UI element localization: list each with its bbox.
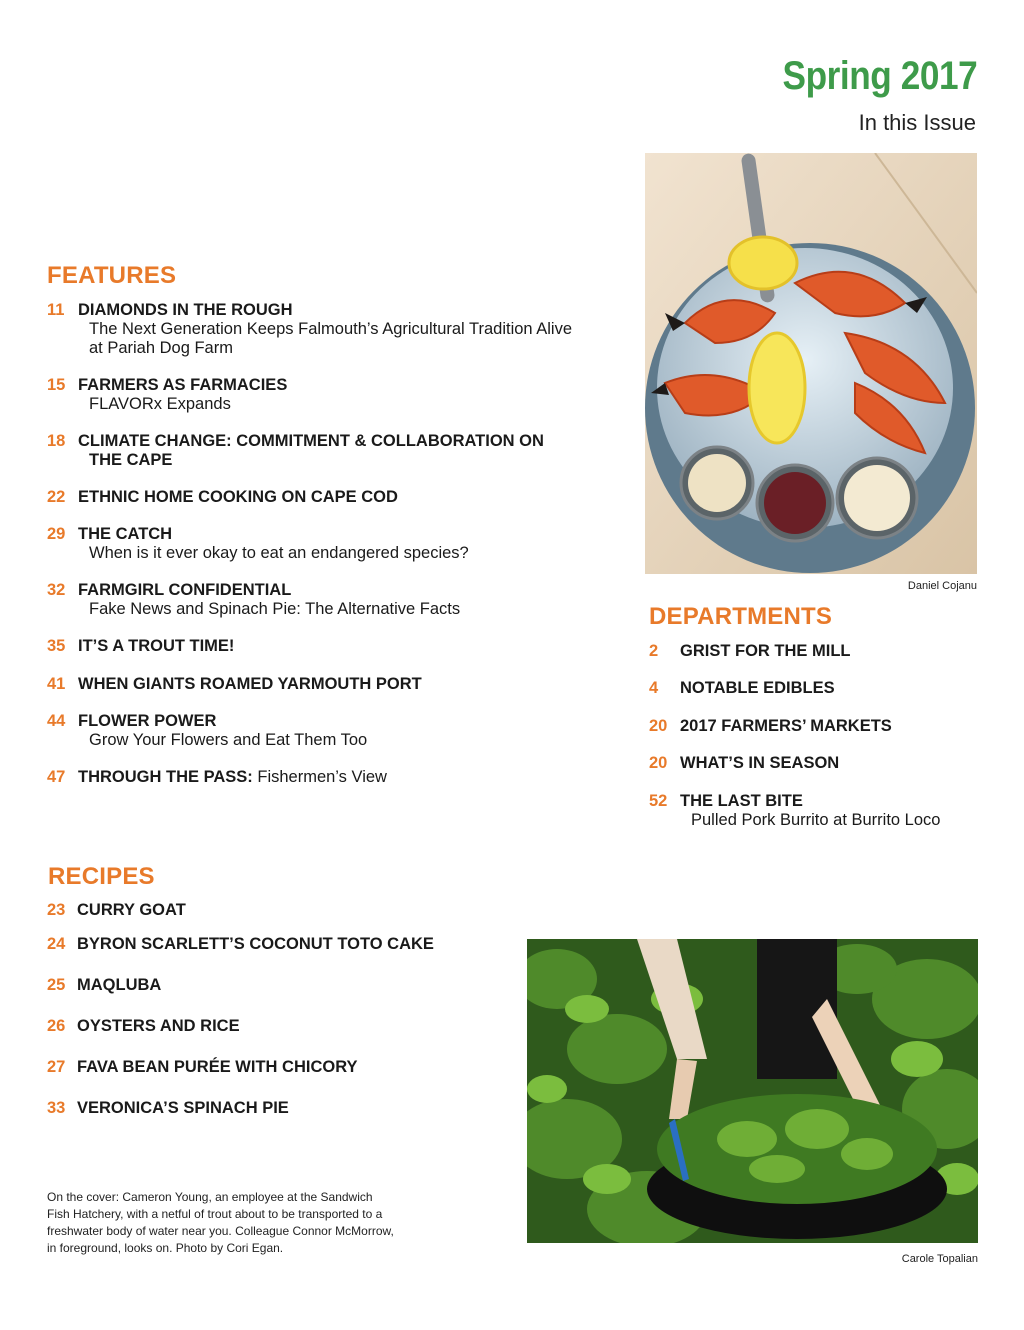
department-subtitle: Pulled Pork Burrito at Burrito Loco: [691, 811, 941, 829]
page-number: 52: [649, 792, 668, 810]
feature-subtitle: When is it ever okay to eat an endangered species?: [89, 544, 469, 562]
page-number: 41: [47, 675, 66, 693]
recipe-item[interactable]: [47, 935, 434, 954]
page-number: 29: [47, 525, 66, 543]
feature-title-tail: Fishermen’s View: [252, 768, 387, 786]
page-number: 27: [47, 1058, 66, 1076]
page-number: 33: [47, 1099, 66, 1117]
department-item[interactable]: [649, 679, 989, 698]
features-heading: FEATURES: [47, 262, 177, 289]
feature-title: IT’S A TROUT TIME!: [78, 637, 235, 655]
page-number: 15: [47, 376, 66, 394]
recipe-item[interactable]: [47, 1099, 289, 1118]
department-title: WHAT’S IN SEASON: [680, 754, 840, 772]
feature-title: DIAMONDS IN THE ROUGH: [78, 301, 293, 319]
feature-subtitle-continued: at Pariah Dog Farm: [89, 339, 233, 357]
department-item[interactable]: [649, 642, 989, 661]
page-number: 23: [47, 901, 66, 919]
recipe-title: MAQLUBA: [77, 976, 162, 994]
feature-item[interactable]: [47, 675, 607, 694]
recipe-title: OYSTERS AND RICE: [77, 1017, 240, 1035]
stone-crab-photo: [645, 153, 977, 574]
feature-item[interactable]: [47, 581, 607, 619]
page-number: 11: [47, 301, 65, 319]
recipe-item[interactable]: [47, 901, 186, 920]
page-number: 26: [47, 1017, 66, 1035]
department-item[interactable]: [649, 792, 989, 830]
recipe-item[interactable]: [47, 976, 161, 995]
issue-title: Spring 2017: [782, 54, 977, 98]
page-number: 4: [649, 679, 659, 697]
department-title: GRIST FOR THE MILL: [680, 642, 851, 660]
feature-title: CLIMATE CHANGE: COMMITMENT & COLLABORATION ON: [78, 432, 544, 450]
feature-title: FARMERS AS FARMACIES: [78, 376, 288, 394]
top-photo-credit: Daniel Cojanu: [907, 580, 977, 592]
feature-title: THE CATCH: [78, 525, 173, 543]
bottom-photo-credit: Carole Topalian: [901, 1253, 978, 1265]
department-item[interactable]: [649, 754, 989, 773]
feature-subtitle: Fake News and Spinach Pie: The Alternative Facts: [89, 600, 461, 618]
spinach-harvest-photo: [527, 939, 978, 1243]
feature-item[interactable]: [47, 301, 607, 358]
recipe-title: FAVA BEAN PURÉE WITH CHICORY: [77, 1058, 358, 1076]
recipe-title: VERONICA’S SPINACH PIE: [77, 1099, 289, 1117]
feature-item[interactable]: [47, 432, 607, 470]
page-number: 18: [47, 432, 66, 450]
page-number: 47: [47, 768, 66, 786]
feature-item[interactable]: [47, 376, 607, 414]
recipe-item[interactable]: [47, 1058, 358, 1077]
feature-item[interactable]: [47, 525, 607, 563]
page-number: 2: [649, 642, 659, 660]
feature-subtitle: The Next Generation Keeps Falmouth’s Agricultural Tradition Alive: [89, 320, 573, 338]
feature-subtitle: FLAVORx Expands: [89, 395, 231, 413]
page-number: 20: [649, 754, 668, 772]
page-number: 35: [47, 637, 66, 655]
feature-title: FLOWER POWER: [78, 712, 217, 730]
feature-title: THROUGH THE PASS:: [78, 768, 253, 786]
recipe-title: CURRY GOAT: [77, 901, 186, 919]
recipe-item[interactable]: [47, 1017, 240, 1036]
cover-caption: On the cover: Cameron Young, an employee at the Sandwich Fish Hatchery, with a netful of trout about to be transported to a freshwater body of water near you. Colleague Connor McMorrow, in foreground, looks on. Photo by Cori Egan.: [47, 1190, 394, 1255]
issue-subtitle: In this Issue: [858, 110, 976, 135]
departments-heading: DEPARTMENTS: [649, 603, 833, 630]
department-item[interactable]: [649, 717, 989, 736]
recipe-title: BYRON SCARLETT’S COCONUT TOTO CAKE: [77, 935, 434, 953]
feature-item[interactable]: [47, 637, 607, 656]
feature-title: FARMGIRL CONFIDENTIAL: [78, 581, 292, 599]
feature-item[interactable]: [47, 488, 607, 507]
page-number: 20: [649, 717, 668, 735]
department-title: NOTABLE EDIBLES: [680, 679, 835, 697]
department-title: THE LAST BITE: [680, 792, 803, 810]
recipes-heading: RECIPES: [48, 863, 155, 890]
page-number: 22: [47, 488, 66, 506]
feature-item[interactable]: [47, 768, 607, 787]
page-number: 44: [47, 712, 66, 730]
feature-title: WHEN GIANTS ROAMED YARMOUTH PORT: [78, 675, 422, 693]
feature-title-continued: THE CAPE: [89, 451, 173, 469]
page-number: 25: [47, 976, 66, 994]
page-number: 32: [47, 581, 66, 599]
feature-subtitle: Grow Your Flowers and Eat Them Too: [89, 731, 368, 749]
feature-title: ETHNIC HOME COOKING ON CAPE COD: [78, 488, 398, 506]
feature-item[interactable]: [47, 712, 607, 750]
department-title: 2017 FARMERS’ MARKETS: [680, 717, 892, 735]
page-number: 24: [47, 935, 66, 953]
